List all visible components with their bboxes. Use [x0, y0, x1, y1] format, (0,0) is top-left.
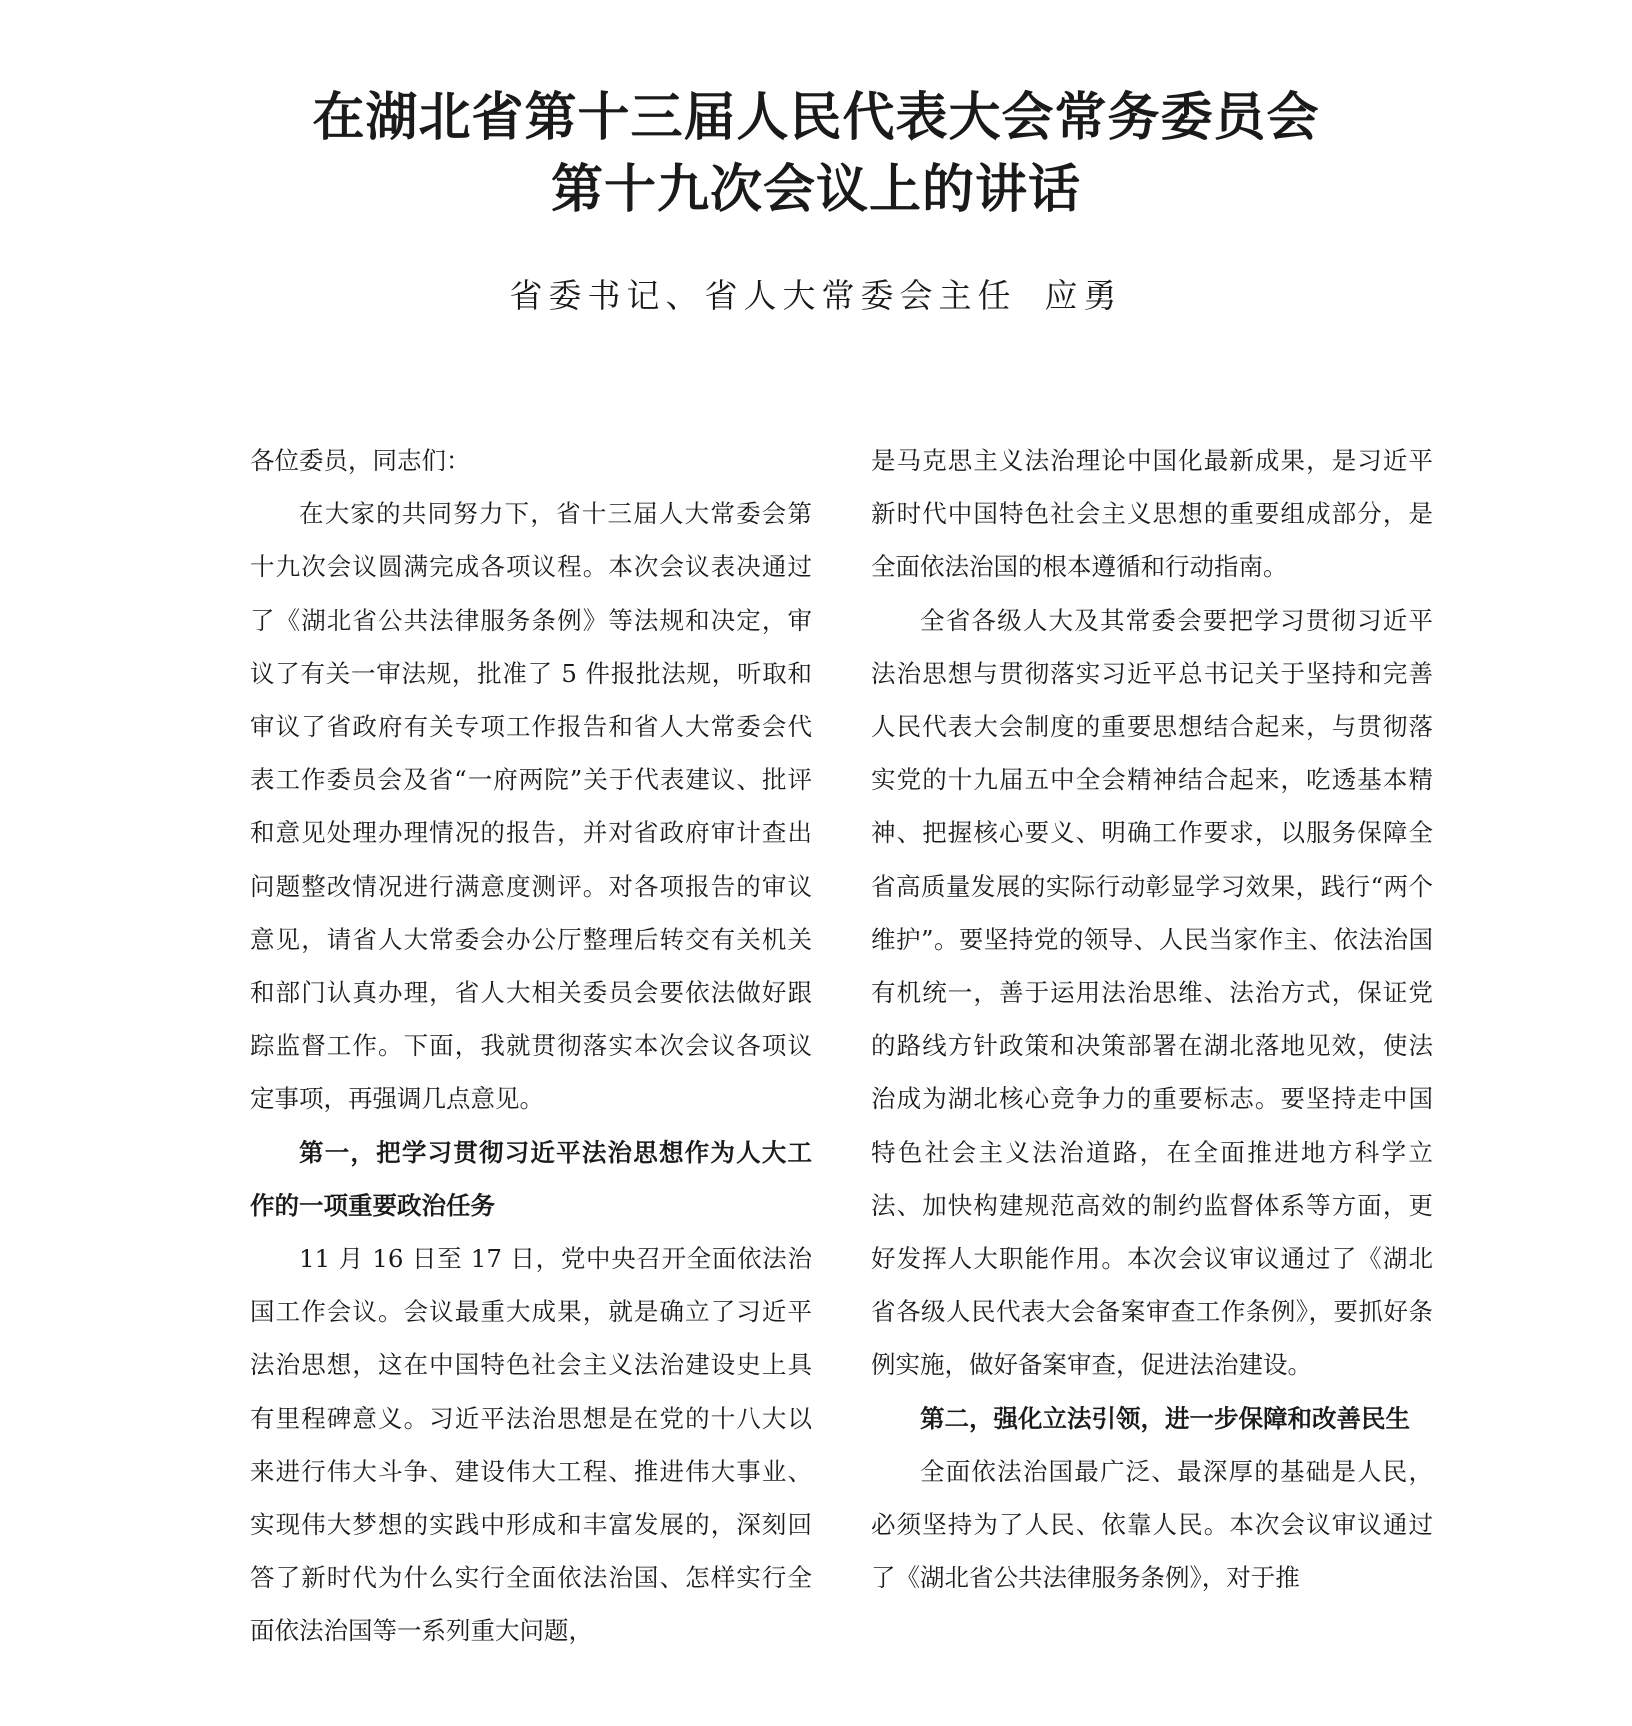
title-line-1: 在湖北省第十三届人民代表大会常务委员会 — [312, 87, 1320, 148]
right-text-column — [871, 434, 1433, 1604]
section-heading: 第一，把学习贯彻习近平法治思想作为人大工作的一项重要政治任务 — [250, 1137, 812, 1220]
title-line-2: 第十九次会议上的讲话 — [550, 159, 1081, 220]
paragraph: 在大家的共同努力下，省十三届人大常委会第十九次会议圆满完成各项议程。本次会议表决通过了《湖北省公共法律服务条例》等法规和决定，审议了有关一审法规，批准了 5 件报批法规，听取和审议了省政府有关专项工作报告和省人大常委会代表工作委员会及省“一府两院”关于代表建议、批评和意见处理办理情况的报告，并对省政府审计查出问题整改情况进行满意度测评。对各项报告的审议意见，请省人大常委会办公厅整理后转交有关机关和部门认真办理，省人大相关委员会要依法做好跟踪监督工作。下面，我就贯彻落实本次会议各项议定事项，再强调几点意见。 — [250, 499, 812, 1114]
author-byline — [0, 270, 1632, 317]
author-name: 应勇 — [1044, 276, 1123, 315]
paragraph: 全省各级人大及其常委会要把学习贯彻习近平法治思想与贯彻落实习近平总书记关于坚持和完善人民代表大会制度的重要思想结合起来，与贯彻落实党的十九届五中全会精神结合起来，吃透基本精神、把握核心要义、明确工作要求，以服务保障全省高质量发展的实际行动彰显学习效果，践行“两个维护”。要坚持党的领导、人民当家作主、依法治国有机统一，善于运用法治思维、法治方式，保证党的路线方针政策和决策部署在湖北落地见效，使法治成为湖北核心竞争力的重要标志。要坚持走中国特色社会主义法治道路，在全面推进地方科学立法、加快构建规范高效的制约监督体系等方面，更好发挥人大职能作用。本次会议审议通过了《湖北省各级人民代表大会备案审查工作条例》，要抓好条例实施，做好备案审查，促进法治建设。 — [871, 605, 1433, 1380]
section-heading: 第二，强化立法引领，进一步保障和改善民生 — [920, 1403, 1410, 1433]
salutation: 各位委员，同志们： — [250, 446, 471, 475]
paragraph: 11 月 16 日至 17 日，党中央召开全面依法治国工作会议。会议最重大成果，就是确立了习近平法治思想，这在中国特色社会主义法治建设史上具有里程碑意义。习近平法治思想是在党的十八大以来进行伟大斗争、建设伟大工程、推进伟大事业、实现伟大梦想的实践中形成和丰富发展的，深刻回答了新时代为什么实行全面依法治国、怎样实行全面依法治国等一系列重大问题， — [250, 1244, 812, 1646]
paragraph-continuation: 是马克思主义法治理论中国化最新成果，是习近平新时代中国特色社会主义思想的重要组成部分，是全面依法治国的根本遵循和行动指南。 — [871, 446, 1433, 582]
author-role: 省委书记、省人大常委会主任 — [509, 276, 1017, 315]
left-text-column — [250, 434, 812, 1658]
article-title — [0, 82, 1632, 226]
paragraph: 全面依法治国最广泛、最深厚的基础是人民，必须坚持为了人民、依靠人民。本次会议审议通过了《湖北省公共法律服务条例》，对于推 — [871, 1456, 1433, 1593]
